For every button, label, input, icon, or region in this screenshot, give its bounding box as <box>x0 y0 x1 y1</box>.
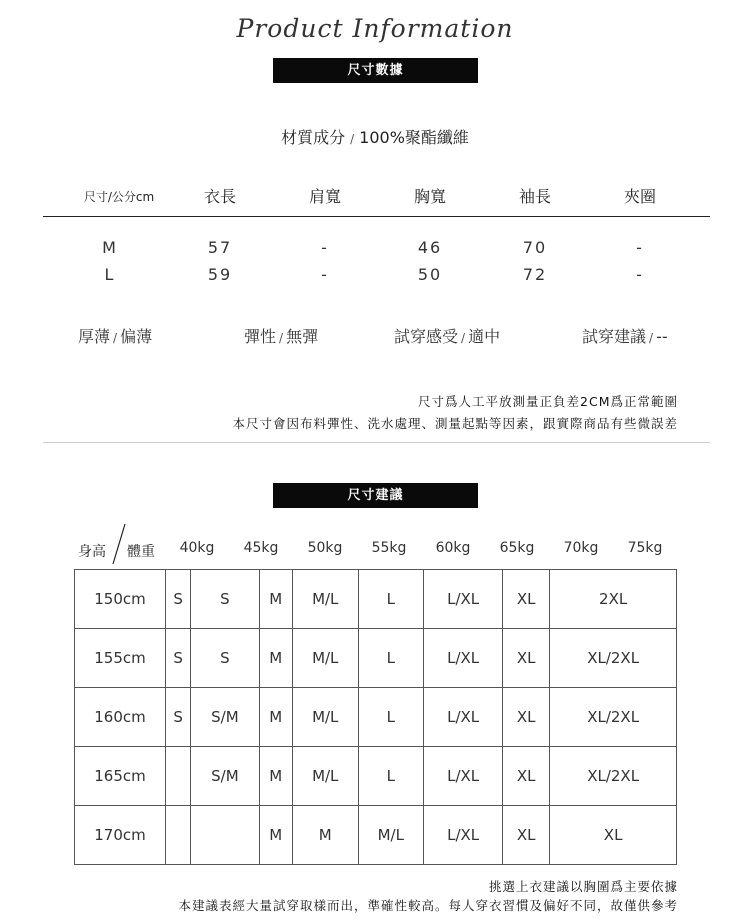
measure-note-1: 尺寸爲人工平放測量正負差2CM爲正常範圍 <box>418 394 678 409</box>
l-shoulder: - <box>321 265 329 284</box>
size-cell: XL/2XL <box>550 688 677 747</box>
size-cell: XL/2XL <box>550 747 677 806</box>
size-l: L <box>104 265 116 284</box>
product-information-title: Product Information <box>236 14 514 43</box>
size-cell: L/XL <box>424 806 503 865</box>
size-cell: M/L <box>292 688 358 747</box>
size-cell: L/XL <box>424 570 503 629</box>
m-length: 57 <box>207 238 233 257</box>
material-value: 100%聚酯纖維 <box>359 128 469 147</box>
property-fit-feel: 試穿感受 / 適中 <box>394 327 501 346</box>
advice-note-2: 本建議表經大量試穿取樣而出，準確性較高。每人穿衣習慣及偏好不同，故僅供參考 <box>178 898 678 913</box>
fit-feel-label: 試穿感受 <box>394 327 459 346</box>
size-cell: L/XL <box>424 747 503 806</box>
measure-note-2: 本尺寸會因布料彈性、洗水處理、測量起點等因素，跟實際商品有些微誤差 <box>232 416 678 431</box>
size-data-label: 尺寸數據 <box>273 58 478 83</box>
size-cell <box>166 747 191 806</box>
size-cell: L/XL <box>424 629 503 688</box>
size-cell: S <box>166 688 191 747</box>
col-shoulder: 肩寬 <box>308 187 341 206</box>
material-separator: / <box>350 132 355 146</box>
col-sleeve: 袖長 <box>518 187 551 206</box>
size-cell: S <box>191 629 259 688</box>
size-cell: S <box>166 570 191 629</box>
fit-advice-value: -- <box>656 327 668 346</box>
size-cell: XL <box>503 806 550 865</box>
material-composition <box>0 125 750 148</box>
size-cell: L <box>358 570 424 629</box>
size-cell: M <box>259 629 292 688</box>
size-cell: XL <box>503 688 550 747</box>
col-chest: 胸寬 <box>413 187 446 206</box>
thickness-value: 偏薄 <box>120 327 153 346</box>
size-cell <box>191 806 259 865</box>
fit-advice-label: 試穿建議 <box>582 327 647 346</box>
l-armhole: - <box>636 265 644 284</box>
table-row <box>75 806 677 865</box>
size-cell: XL <box>503 629 550 688</box>
size-cell: M/L <box>292 570 358 629</box>
size-cell: M <box>259 688 292 747</box>
size-cell: M/L <box>292 747 358 806</box>
size-cell: S <box>191 570 259 629</box>
weight-col-70: 70kg <box>563 540 599 556</box>
m-sleeve: 70 <box>522 238 548 257</box>
size-cell: M <box>259 806 292 865</box>
size-cell: S/M <box>191 747 259 806</box>
l-length: 59 <box>207 265 233 284</box>
m-shoulder: - <box>321 238 329 257</box>
size-cell: XL <box>503 747 550 806</box>
table-row <box>75 629 677 688</box>
weight-col-65: 65kg <box>499 540 535 556</box>
size-cell: L <box>358 688 424 747</box>
weight-axis-label: 體重 <box>127 544 155 560</box>
weight-col-75: 75kg <box>627 540 663 556</box>
size-cell: M <box>292 806 358 865</box>
size-cell: 2XL <box>550 570 677 629</box>
row-height-165: 165cm <box>75 747 166 806</box>
size-cell: M <box>259 747 292 806</box>
table-row <box>75 570 677 629</box>
col-armhole: 夾圈 <box>623 187 656 206</box>
table-row <box>75 688 677 747</box>
size-cell: L/XL <box>424 688 503 747</box>
weight-col-45: 45kg <box>243 540 279 556</box>
size-cell: L <box>358 629 424 688</box>
advice-note-1: 挑選上衣建議以胸圍爲主要依據 <box>488 879 678 894</box>
l-sleeve: 72 <box>522 265 548 284</box>
size-cell: XL/2XL <box>550 629 677 688</box>
size-recommendation-table <box>74 569 677 865</box>
size-advice-label: 尺寸建議 <box>273 483 478 508</box>
weight-col-55: 55kg <box>371 540 407 556</box>
size-cell: L <box>358 747 424 806</box>
row-height-170: 170cm <box>75 806 166 865</box>
l-chest: 50 <box>417 265 443 284</box>
size-cell: S/M <box>191 688 259 747</box>
row-height-155: 155cm <box>75 629 166 688</box>
material-label: 材質成分 <box>281 128 346 147</box>
property-elasticity: 彈性 / 無彈 <box>244 327 319 346</box>
thickness-label: 厚薄 <box>78 327 111 346</box>
weight-col-60: 60kg <box>435 540 471 556</box>
row-height-150: 150cm <box>75 570 166 629</box>
height-axis-label: 身高 <box>78 544 106 560</box>
elasticity-label: 彈性 <box>244 327 277 346</box>
table-row <box>75 747 677 806</box>
size-cell: M <box>259 570 292 629</box>
size-cell: M/L <box>292 629 358 688</box>
property-fit-advice: 試穿建議 / -- <box>582 327 668 346</box>
size-cell <box>166 806 191 865</box>
size-cell: M/L <box>358 806 424 865</box>
m-armhole: - <box>636 238 644 257</box>
elasticity-value: 無彈 <box>286 327 319 346</box>
size-cell: XL <box>550 806 677 865</box>
row-height-160: 160cm <box>75 688 166 747</box>
weight-col-40: 40kg <box>179 540 215 556</box>
size-cell: XL <box>503 570 550 629</box>
m-chest: 46 <box>417 238 443 257</box>
size-cell: S <box>166 629 191 688</box>
weight-col-50: 50kg <box>307 540 343 556</box>
table-divider <box>43 216 710 217</box>
property-thickness: 厚薄 / 偏薄 <box>78 327 153 346</box>
section-divider <box>43 442 710 443</box>
col-size-unit: 尺寸/公分cm <box>83 190 155 204</box>
size-m: M <box>102 238 118 257</box>
col-length: 衣長 <box>203 187 236 206</box>
fit-feel-value: 適中 <box>468 327 501 346</box>
